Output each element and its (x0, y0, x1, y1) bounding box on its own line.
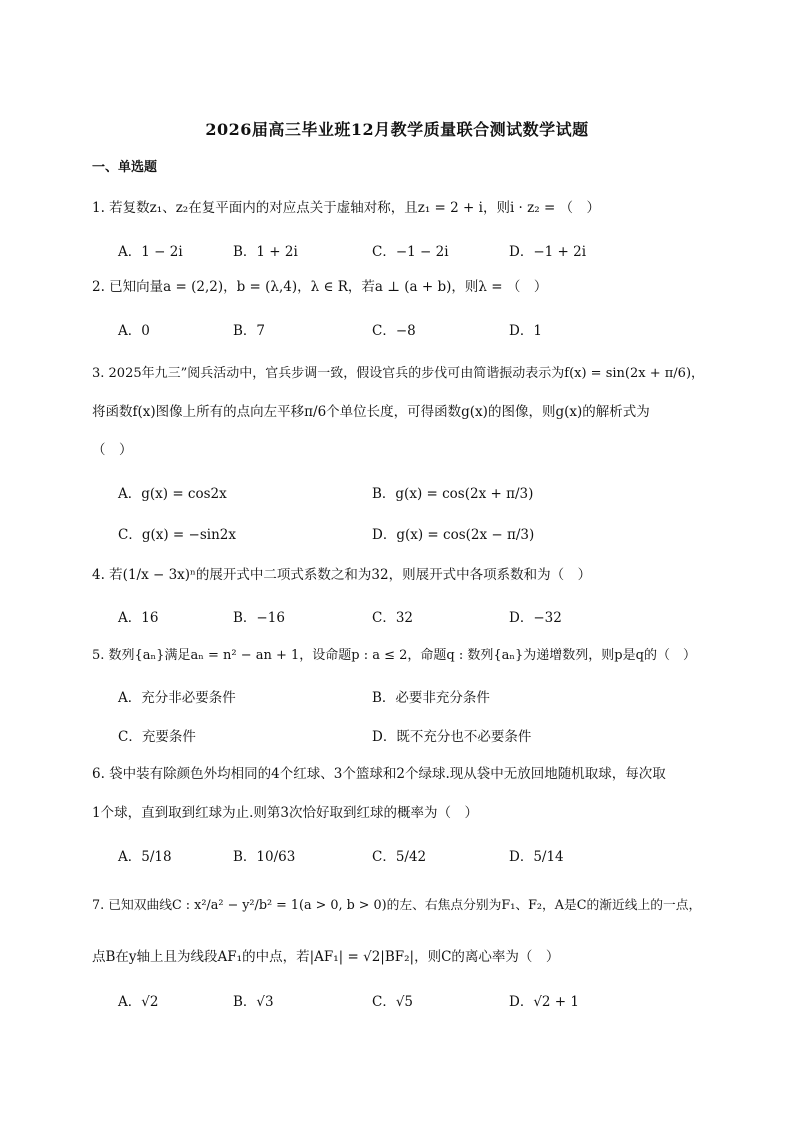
section-heading: 一、单选题 (92, 160, 158, 175)
question-4-option-b: B．−16 (233, 610, 285, 626)
question-7-stem-line-2: 点B在y轴上且为线段AF₁的中点，若|AF₁| = √2|BF₂|，则C的离心率为（ ） (92, 949, 560, 965)
page-title: 2026届高三毕业班12月教学质量联合测试数学试题 (205, 120, 589, 139)
question-3-option-b: B．g(x) = cos(2x + π/3) (372, 486, 534, 502)
question-1-option-d: D．−1 + 2i (509, 244, 587, 260)
question-5-option-c: C．充要条件 (118, 729, 196, 745)
question-2-stem: 2. 已知向量a = (2,2)，b = (λ,4)，λ ∈ R，若a ⊥ (a + b)，则λ = （ ） (92, 279, 548, 295)
question-4-option-d: D．−32 (509, 610, 562, 626)
question-6-option-a: A．5/18 (118, 849, 172, 865)
question-2-option-d: D．1 (509, 323, 542, 339)
question-2-option-b: B．7 (233, 323, 266, 339)
question-7-stem-line-1: 7. 已知双曲线C : x²/a² − y²/b² = 1(a > 0, b > 0)的左、右焦点分别为F₁、F₂，A是C的渐近线上的一点， (92, 898, 702, 913)
question-3-stem-line-2: 将函数f(x)图像上所有的点向左平移π/6个单位长度，可得函数g(x)的图像，则g(x)的解析式为 (92, 404, 650, 420)
question-6-stem-line-1: 6. 袋中装有除颜色外均相同的4个红球、3个篮球和2个绿球.现从袋中无放回地随机取球，每次取 (92, 766, 666, 782)
question-2-option-a: A．0 (118, 323, 150, 339)
question-3-option-c: C．g(x) = −sin2x (118, 527, 236, 543)
question-6-stem-line-2: 1个球，直到取到红球为止.则第3次恰好取到红球的概率为（ ） (92, 805, 478, 821)
question-5-option-a: A．充分非必要条件 (118, 690, 236, 706)
question-1-option-b: B．1 + 2i (233, 244, 298, 260)
question-3-stem-line-3: （ ） (92, 442, 133, 458)
question-1-option-a: A．1 − 2i (118, 244, 183, 260)
question-5-stem: 5. 数列{aₙ}满足aₙ = n² − an + 1，设命题p : a ≤ 2，命题q : 数列{aₙ}为递增数列，则p是q的（ ） (92, 648, 696, 663)
question-5-option-b: B．必要非充分条件 (372, 690, 490, 706)
question-7-option-d: D．√2 + 1 (509, 994, 579, 1010)
question-4-option-c: C．32 (372, 610, 414, 626)
question-7-option-a: A．√2 (118, 994, 159, 1010)
question-3-option-a: A．g(x) = cos2x (118, 486, 227, 502)
question-6-option-d: D．5/14 (509, 849, 564, 865)
question-7-option-c: C．√5 (372, 994, 414, 1010)
question-2-option-c: C．−8 (372, 323, 416, 339)
question-5-option-d: D．既不充分也不必要条件 (372, 729, 532, 745)
question-3-stem-line-1: 3. 2025年九三”阅兵活动中，官兵步调一致，假设官兵的步伐可由简谐振动表示为f(x) = sin(2x + π/6)， (92, 366, 705, 381)
question-4-option-a: A．16 (118, 610, 159, 626)
question-7-option-b: B．√3 (233, 994, 274, 1010)
question-3-option-d: D．g(x) = cos(2x − π/3) (372, 527, 535, 543)
question-6-option-b: B．10/63 (233, 849, 296, 865)
question-1-option-c: C．−1 − 2i (372, 244, 449, 260)
question-1-stem: 1. 若复数z₁、z₂在复平面内的对应点关于虚轴对称，且z₁ = 2 + i，则i · z₂ = （ ） (92, 200, 601, 216)
question-6-option-c: C．5/42 (372, 849, 427, 865)
question-4-stem: 4. 若(1/x − 3x)ⁿ的展开式中二项式系数之和为32，则展开式中各项系数和为（ ） (92, 567, 592, 583)
